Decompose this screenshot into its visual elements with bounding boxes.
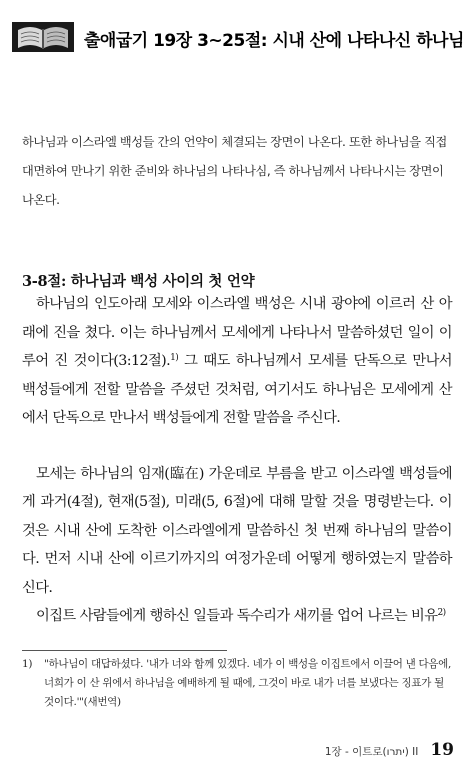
intro-paragraph: 하나님과 이스라엘 백성들 간의 언약이 체결되는 장면이 나온다. 또한 하나님을 직접 대면하여 만나기 위한 준비와 하나님의 나타나심, 즉 하나님께서 나타나시는 장면이 나온다.: [22, 135, 447, 207]
running-head: 1장 - 이트로(יתרו) II: [324, 746, 419, 758]
footnote-marker: 1): [22, 658, 33, 670]
page-footer: [325, 740, 454, 760]
footnote-ref-1[interactable]: 1): [170, 353, 179, 363]
footnote-text: "하나님이 대답하셨다. '내가 너와 함께 있겠다. 네가 이 백성을 이집트에서 이끌어 낸 다음에, 너희가 이 산 위에서 하나님을 예배하게 될 때에, 그것이 바로 내가 너를 보냈다는 징표가 될 것이다.'"(새번역): [44, 658, 452, 708]
footnote-divider: [22, 650, 227, 651]
body-paragraph-3: [22, 602, 452, 631]
body-paragraph-1: [22, 290, 452, 433]
body-paragraph-1-start: 하나님의 인도아래 모세와 이스라엘 백성은 시내 광야에 이르러 산 아래에 진을 쳤다. 이는 하나님께서 모세에게 나타나서 말씀하셨던 일이 이루어 진 것이다(3:12절).: [22, 296, 452, 369]
footnote: [22, 655, 454, 712]
body-paragraph-2: 모세는 하나님의 임재(臨在) 가운데로 부름을 받고 이스라엘 백성들에게 과거(4절), 현재(5절), 미래(5, 6절)에 대해 말할 것을 명령받는다. 이것은 시내 산에 도착한 이스라엘에게 말씀하신 첫 번째 하나님의 말씀이다. 먼저 시내 산에 이르기까지의 여정가운데 어떻게 행하였는지 말씀하신다.: [22, 465, 452, 596]
page-number: 19: [430, 740, 454, 760]
section-body: [22, 290, 452, 631]
chapter-title: 출애굽기 19장 3~25절: 시내 산에 나타나신 하나님: [84, 31, 464, 51]
footnote-ref-2[interactable]: 2): [437, 608, 446, 618]
open-book-icon: [12, 22, 74, 52]
chapter-header: [12, 22, 464, 52]
section-heading: 3-8절: 하나님과 백성 사이의 첫 언약: [22, 273, 255, 290]
body-paragraph-3-text: 이집트 사람들에게 행하신 일들과 독수리가 새끼를 업어 나르는 비유: [36, 608, 438, 624]
body-paragraph-1-end: 그 때도 하나님께서 모세를 단독으로 만나서 백성들에게 전할 말씀을 주셨던 것처럼, 여기서도 하나님은 모세에게 산에서 단독으로 만나서 백성들에게 전할 말씀을 주신다.: [22, 353, 452, 426]
